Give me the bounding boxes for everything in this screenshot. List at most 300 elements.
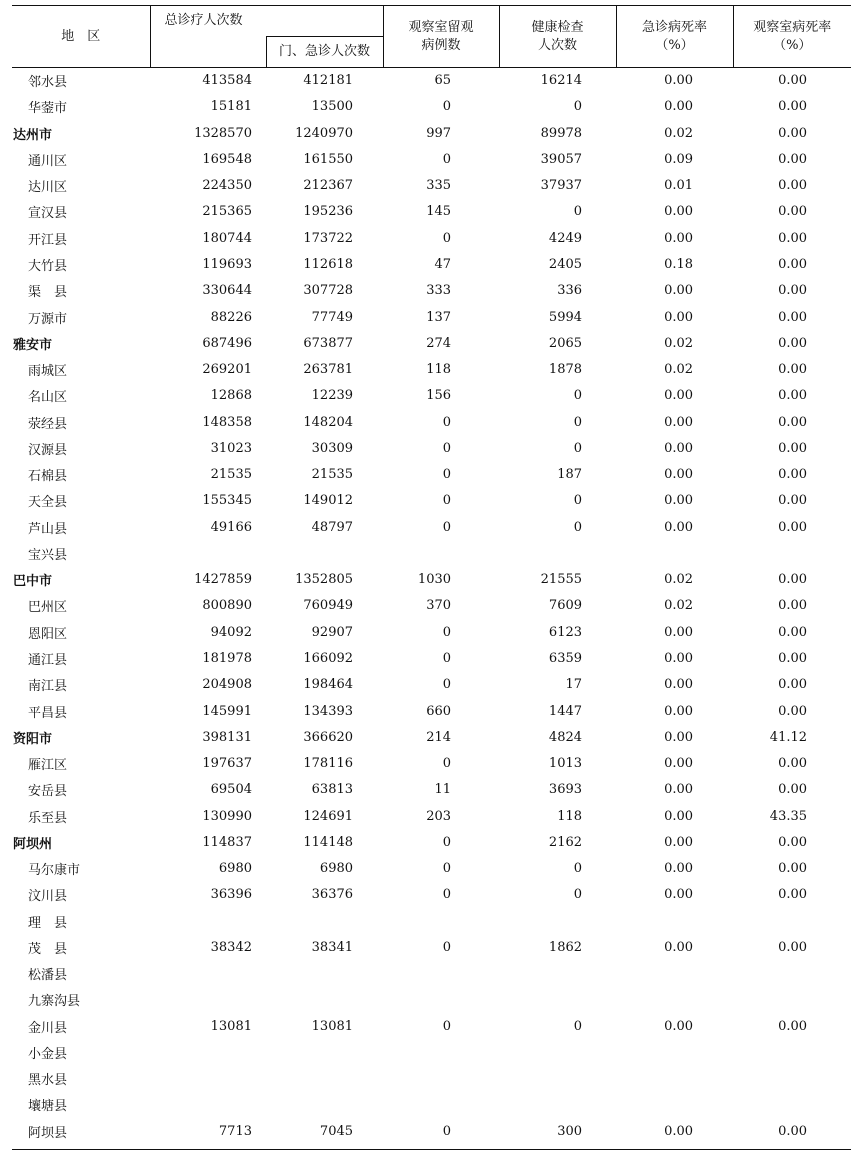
observation-cases-cell: 0 (442, 887, 452, 903)
outpatient-cell (266, 961, 383, 987)
region-name-cell: 宣汉县 (28, 206, 68, 222)
observation-cases-cell: 118 (426, 362, 452, 378)
region-name-cell: 雨城区 (28, 364, 68, 380)
observation-mortality-cell: 0.00 (778, 414, 808, 430)
table-row (12, 173, 851, 199)
total-visits-cell: 180744 (202, 230, 252, 246)
total-visits-cell: 169548 (202, 151, 252, 167)
outpatient-cell (266, 1066, 383, 1092)
observation-mortality-cell: 0.00 (778, 939, 808, 955)
observation-mortality-cell: 0.00 (778, 1018, 808, 1034)
health-checkups-cell: 6123 (548, 624, 583, 640)
region-name-cell: 安岳县 (28, 784, 68, 800)
observation-mortality-cell: 0.00 (778, 834, 808, 850)
total-visits-cell: 1427859 (194, 572, 252, 588)
observation-mortality-cell: 0.00 (778, 703, 808, 719)
region-name-cell: 达川区 (28, 180, 68, 196)
table-row (12, 356, 851, 382)
health-checkups-cell: 39057 (540, 151, 583, 167)
observation-mortality-cell: 43.35 (769, 808, 808, 824)
health-checkups-cell: 4824 (548, 729, 583, 745)
outpatient-cell: 7045 (319, 1123, 354, 1139)
header-emergency-mortality-line2: （%） (655, 37, 694, 53)
observation-mortality-cell: 0.00 (778, 782, 808, 798)
health-checkups-cell: 0 (573, 1018, 583, 1034)
region-name-cell: 渠 县 (28, 285, 68, 301)
observation-mortality-cell (733, 961, 851, 987)
emergency-mortality-cell: 0.00 (664, 467, 694, 483)
outpatient-cell: 134393 (303, 703, 354, 719)
total-visits-cell (150, 908, 266, 934)
header-health-checkups-line2: 人次数 (538, 37, 578, 53)
outpatient-cell: 6980 (319, 861, 354, 877)
table-bottom-rule (12, 1149, 851, 1150)
table-row (12, 882, 851, 908)
region-name-cell: 雁江区 (28, 758, 68, 774)
region-name-cell: 通江县 (28, 652, 68, 668)
observation-mortality-cell: 0.00 (778, 362, 808, 378)
table-row (12, 488, 851, 514)
emergency-mortality-cell (616, 1066, 733, 1092)
observation-mortality-cell: 0.00 (778, 204, 808, 220)
observation-cases-cell: 0 (442, 99, 452, 115)
health-checkups-cell (499, 1066, 616, 1092)
observation-cases-cell: 997 (426, 125, 452, 141)
observation-mortality-cell: 0.00 (778, 756, 808, 772)
table-row (12, 409, 851, 435)
region-name-cell: 达州市 (13, 127, 53, 143)
health-checkups-cell: 118 (557, 808, 583, 824)
header-observation-cases-line1: 观察室留观 (408, 19, 474, 35)
observation-cases-cell: 0 (442, 440, 452, 456)
observation-cases-cell: 0 (442, 1123, 452, 1139)
outpatient-cell: 21535 (311, 467, 354, 483)
total-visits-cell (150, 1092, 266, 1118)
total-visits-cell: 94092 (210, 624, 252, 640)
table-row (12, 304, 851, 330)
statistics-table-container (12, 5, 851, 1144)
health-checkups-cell: 187 (557, 467, 583, 483)
total-visits-cell: 269201 (202, 362, 252, 378)
emergency-mortality-cell: 0.00 (664, 650, 694, 666)
emergency-mortality-cell: 0.18 (664, 256, 694, 272)
emergency-mortality-cell: 0.00 (664, 677, 694, 693)
table-row (12, 908, 851, 934)
emergency-mortality-cell: 0.00 (664, 1123, 694, 1139)
total-visits-cell: 155345 (202, 493, 252, 509)
header-observation-mortality-line2: （%） (773, 37, 812, 53)
outpatient-cell: 30309 (311, 440, 354, 456)
health-checkups-cell: 0 (573, 388, 583, 404)
observation-mortality-cell: 0.00 (778, 572, 808, 588)
table-row (12, 146, 851, 172)
header-outpatient-emergency: 门、急诊人次数 (266, 37, 383, 68)
outpatient-cell (266, 1092, 383, 1118)
table-row (12, 934, 851, 960)
region-name-cell: 开江县 (28, 232, 68, 248)
observation-cases-cell: 65 (434, 73, 452, 89)
observation-cases-cell: 137 (426, 309, 452, 325)
health-checkups-cell: 5994 (548, 309, 583, 325)
health-checkups-cell: 6359 (548, 650, 583, 666)
emergency-mortality-cell: 0.00 (664, 887, 694, 903)
observation-cases-cell (383, 961, 499, 987)
health-checkups-cell: 1878 (548, 362, 583, 378)
outpatient-cell: 77749 (311, 309, 354, 325)
observation-cases-cell: 47 (434, 256, 452, 272)
emergency-mortality-cell: 0.02 (664, 362, 694, 378)
total-visits-cell: 13081 (210, 1018, 252, 1034)
emergency-mortality-cell (616, 1092, 733, 1118)
total-visits-cell: 204908 (202, 677, 252, 693)
observation-cases-cell: 203 (426, 808, 452, 824)
observation-mortality-cell: 0.00 (778, 650, 808, 666)
observation-cases-cell (383, 908, 499, 934)
observation-mortality-cell: 0.00 (778, 256, 808, 272)
emergency-mortality-cell: 0.00 (664, 309, 694, 325)
observation-cases-cell: 335 (426, 178, 452, 194)
header-total-visits-label: 总诊疗人次数 (164, 13, 243, 28)
region-name-cell: 巴州区 (28, 600, 68, 616)
header-observation-cases (383, 6, 499, 68)
outpatient-cell: 12239 (311, 388, 354, 404)
total-visits-cell: 145991 (202, 703, 252, 719)
observation-cases-cell: 0 (442, 756, 452, 772)
emergency-mortality-cell: 0.02 (664, 598, 694, 614)
header-observation-mortality (733, 6, 851, 68)
total-visits-cell: 119693 (202, 256, 252, 272)
observation-cases-cell: 333 (426, 283, 452, 299)
outpatient-cell: 161550 (303, 151, 354, 167)
health-checkups-cell: 0 (573, 519, 583, 535)
observation-mortality-cell (733, 987, 851, 1013)
observation-mortality-cell: 0.00 (778, 73, 808, 89)
table-row (12, 619, 851, 645)
health-checkups-cell (499, 961, 616, 987)
emergency-mortality-cell: 0.00 (664, 73, 694, 89)
observation-cases-cell: 0 (442, 230, 452, 246)
total-visits-cell: 800890 (202, 598, 252, 614)
city-row (12, 330, 851, 356)
region-name-cell: 邻水县 (28, 75, 68, 91)
health-checkups-cell: 1013 (548, 756, 583, 772)
table-row (12, 540, 851, 566)
health-checkups-cell: 0 (573, 99, 583, 115)
total-visits-cell (150, 961, 266, 987)
health-checkups-cell: 4249 (548, 230, 583, 246)
region-name-cell: 壤塘县 (28, 1099, 68, 1115)
total-visits-cell: 31023 (210, 440, 252, 456)
outpatient-cell: 124691 (303, 808, 354, 824)
region-name-cell: 汶川县 (28, 889, 68, 905)
outpatient-cell: 149012 (303, 493, 354, 509)
outpatient-cell: 198464 (303, 677, 354, 693)
observation-mortality-cell: 41.12 (769, 729, 808, 745)
total-visits-cell: 88226 (210, 309, 252, 325)
table-row (12, 750, 851, 776)
health-checkups-cell: 0 (573, 204, 583, 220)
emergency-mortality-cell: 0.00 (664, 782, 694, 798)
observation-mortality-cell: 0.00 (778, 467, 808, 483)
table-row (12, 803, 851, 829)
emergency-mortality-cell (616, 961, 733, 987)
health-checkups-cell (499, 908, 616, 934)
outpatient-cell: 212367 (303, 178, 354, 194)
observation-mortality-cell: 0.00 (778, 283, 808, 299)
total-visits-cell (150, 987, 266, 1013)
region-name-cell: 平昌县 (28, 705, 68, 721)
region-name-cell: 九寨沟县 (28, 994, 81, 1010)
table-row (12, 514, 851, 540)
emergency-mortality-cell: 0.00 (664, 99, 694, 115)
health-checkups-cell: 37937 (540, 178, 583, 194)
observation-mortality-cell: 0.00 (778, 624, 808, 640)
total-visits-cell: 687496 (202, 335, 252, 351)
health-checkups-cell: 2405 (548, 256, 583, 272)
region-name-cell: 雅安市 (13, 337, 53, 353)
health-checkups-cell: 1862 (548, 939, 583, 955)
observation-mortality-cell (733, 1066, 851, 1092)
region-name-cell: 资阳市 (13, 731, 53, 747)
health-checkups-cell: 336 (557, 283, 583, 299)
observation-cases-cell: 0 (442, 939, 452, 955)
header-observation-mortality-line1: 观察室病死率 (753, 19, 832, 35)
health-checkups-cell: 16214 (540, 73, 583, 89)
header-total-visits (150, 6, 383, 37)
outpatient-cell: 178116 (303, 756, 354, 772)
observation-mortality-cell: 0.00 (778, 861, 808, 877)
health-checkups-cell: 7609 (548, 598, 583, 614)
emergency-mortality-cell: 0.02 (664, 335, 694, 351)
outpatient-cell: 1352805 (295, 572, 354, 588)
emergency-mortality-cell: 0.00 (664, 440, 694, 456)
outpatient-cell: 63813 (311, 782, 354, 798)
region-name-cell: 乐至县 (28, 810, 68, 826)
outpatient-cell: 148204 (303, 414, 354, 430)
region-name-cell: 理 县 (28, 915, 68, 931)
table-row (12, 94, 851, 120)
header-observation-cases-line2: 病例数 (421, 37, 461, 53)
observation-mortality-cell: 0.00 (778, 335, 808, 351)
observation-cases-cell: 0 (442, 834, 452, 850)
outpatient-cell: 760949 (303, 598, 354, 614)
table-row (12, 461, 851, 487)
observation-cases-cell: 0 (442, 414, 452, 430)
total-visits-cell: 69504 (210, 782, 252, 798)
emergency-mortality-cell: 0.00 (664, 861, 694, 877)
observation-cases-cell: 214 (426, 729, 452, 745)
emergency-mortality-cell: 0.00 (664, 729, 694, 745)
observation-mortality-cell: 0.00 (778, 493, 808, 509)
health-checkups-cell: 0 (573, 440, 583, 456)
observation-cases-cell: 0 (442, 1018, 452, 1034)
header-emergency-mortality-line1: 急诊病死率 (642, 19, 708, 35)
observation-mortality-cell: 0.00 (778, 388, 808, 404)
outpatient-cell: 173722 (303, 230, 354, 246)
table-body (12, 68, 851, 1145)
observation-cases-cell: 156 (426, 388, 452, 404)
region-name-cell: 万源市 (28, 311, 68, 327)
emergency-mortality-cell: 0.02 (664, 572, 694, 588)
observation-cases-cell: 274 (426, 335, 452, 351)
total-visits-cell: 398131 (202, 729, 252, 745)
city-row (12, 567, 851, 593)
observation-cases-cell: 0 (442, 151, 452, 167)
region-name-cell: 小金县 (28, 1046, 68, 1062)
emergency-mortality-cell: 0.00 (664, 1018, 694, 1034)
observation-mortality-cell: 0.00 (778, 309, 808, 325)
observation-mortality-cell (733, 908, 851, 934)
total-visits-cell: 49166 (210, 519, 252, 535)
region-name-cell: 茂 县 (28, 941, 68, 957)
observation-mortality-cell: 0.00 (778, 1123, 808, 1139)
health-checkups-cell (499, 1039, 616, 1065)
health-checkups-cell (499, 987, 616, 1013)
table-row (12, 278, 851, 304)
total-visits-cell: 224350 (202, 178, 252, 194)
emergency-mortality-cell: 0.02 (664, 125, 694, 141)
table-row (12, 1066, 851, 1092)
observation-cases-cell: 0 (442, 861, 452, 877)
emergency-mortality-cell: 0.09 (664, 151, 694, 167)
observation-mortality-cell: 0.00 (778, 519, 808, 535)
table-row (12, 672, 851, 698)
city-row (12, 120, 851, 146)
emergency-mortality-cell (616, 987, 733, 1013)
observation-cases-cell: 11 (434, 782, 452, 798)
table-header (12, 6, 851, 68)
total-visits-cell: 114837 (202, 834, 252, 850)
emergency-mortality-cell: 0.00 (664, 624, 694, 640)
table-row (12, 68, 851, 94)
emergency-mortality-cell: 0.00 (664, 519, 694, 535)
total-visits-cell: 38342 (210, 939, 252, 955)
region-name-cell: 芦山县 (28, 521, 68, 537)
health-checkups-cell: 1447 (548, 703, 583, 719)
total-visits-cell (150, 1039, 266, 1065)
region-name-cell: 巴中市 (13, 574, 53, 590)
observation-mortality-cell: 0.00 (778, 677, 808, 693)
observation-cases-cell: 0 (442, 519, 452, 535)
outpatient-cell: 13500 (311, 99, 354, 115)
total-visits-cell: 7713 (218, 1123, 252, 1139)
observation-mortality-cell: 0.00 (778, 178, 808, 194)
medical-visits-table (12, 5, 851, 1144)
emergency-mortality-cell: 0.00 (664, 414, 694, 430)
region-name-cell: 通川区 (28, 153, 68, 169)
total-visits-cell: 181978 (202, 650, 252, 666)
observation-cases-cell: 660 (426, 703, 452, 719)
outpatient-cell (266, 540, 383, 566)
region-name-cell: 天全县 (28, 495, 68, 511)
observation-cases-cell: 0 (442, 624, 452, 640)
outpatient-cell: 38341 (311, 939, 354, 955)
table-row (12, 777, 851, 803)
region-name-cell: 荥经县 (28, 416, 68, 432)
header-health-checkups-line1: 健康检查 (531, 19, 584, 35)
region-name-cell: 石棉县 (28, 469, 68, 485)
observation-cases-cell (383, 1039, 499, 1065)
health-checkups-cell: 89978 (540, 125, 583, 141)
region-name-cell: 华蓥市 (28, 101, 68, 117)
observation-mortality-cell: 0.00 (778, 887, 808, 903)
header-spacer (150, 37, 266, 68)
observation-cases-cell (383, 1066, 499, 1092)
emergency-mortality-cell: 0.00 (664, 230, 694, 246)
observation-cases-cell (383, 987, 499, 1013)
table-row (12, 698, 851, 724)
total-visits-cell: 413584 (202, 73, 252, 89)
observation-cases-cell: 145 (426, 204, 452, 220)
total-visits-cell: 330644 (202, 283, 252, 299)
region-name-cell: 大竹县 (28, 258, 68, 274)
table-row (12, 251, 851, 277)
city-row (12, 724, 851, 750)
table-row (12, 383, 851, 409)
health-checkups-cell: 2162 (548, 834, 583, 850)
total-visits-cell: 21535 (210, 467, 252, 483)
total-visits-cell: 1328570 (194, 125, 252, 141)
total-visits-cell: 130990 (202, 808, 252, 824)
region-name-cell: 名山区 (28, 390, 68, 406)
emergency-mortality-cell: 0.00 (664, 283, 694, 299)
region-name-cell: 金川县 (28, 1020, 68, 1036)
emergency-mortality-cell: 0.00 (664, 493, 694, 509)
total-visits-cell: 15181 (210, 99, 252, 115)
total-visits-cell (150, 540, 266, 566)
outpatient-cell: 36376 (311, 887, 354, 903)
table-row (12, 961, 851, 987)
health-checkups-cell: 0 (573, 493, 583, 509)
outpatient-cell: 48797 (311, 519, 354, 535)
emergency-mortality-cell: 0.00 (664, 756, 694, 772)
emergency-mortality-cell (616, 540, 733, 566)
table-row (12, 855, 851, 881)
table-row (12, 435, 851, 461)
emergency-mortality-cell: 0.00 (664, 204, 694, 220)
table-row (12, 1039, 851, 1065)
emergency-mortality-cell: 0.00 (664, 388, 694, 404)
observation-mortality-cell: 0.00 (778, 440, 808, 456)
table-row (12, 645, 851, 671)
table-row (12, 987, 851, 1013)
observation-cases-cell: 0 (442, 650, 452, 666)
observation-cases-cell: 0 (442, 677, 452, 693)
region-name-cell: 南江县 (28, 679, 68, 695)
table-row (12, 225, 851, 251)
health-checkups-cell: 21555 (540, 572, 583, 588)
health-checkups-cell (499, 540, 616, 566)
total-visits-cell: 148358 (202, 414, 252, 430)
emergency-mortality-cell (616, 1039, 733, 1065)
observation-mortality-cell (733, 1039, 851, 1065)
observation-mortality-cell: 0.00 (778, 230, 808, 246)
observation-cases-cell: 0 (442, 467, 452, 483)
outpatient-cell: 366620 (303, 729, 354, 745)
observation-cases-cell: 1030 (417, 572, 452, 588)
region-name-cell: 马尔康市 (28, 863, 81, 879)
outpatient-cell: 412181 (303, 73, 354, 89)
emergency-mortality-cell (616, 908, 733, 934)
health-checkups-cell: 2065 (548, 335, 583, 351)
outpatient-cell: 166092 (303, 650, 354, 666)
outpatient-cell: 112618 (303, 256, 354, 272)
health-checkups-cell: 0 (573, 861, 583, 877)
region-name-cell: 黑水县 (28, 1073, 68, 1089)
observation-cases-cell: 370 (426, 598, 452, 614)
header-region: 地 区 (12, 6, 150, 68)
total-visits-cell: 6980 (218, 861, 252, 877)
